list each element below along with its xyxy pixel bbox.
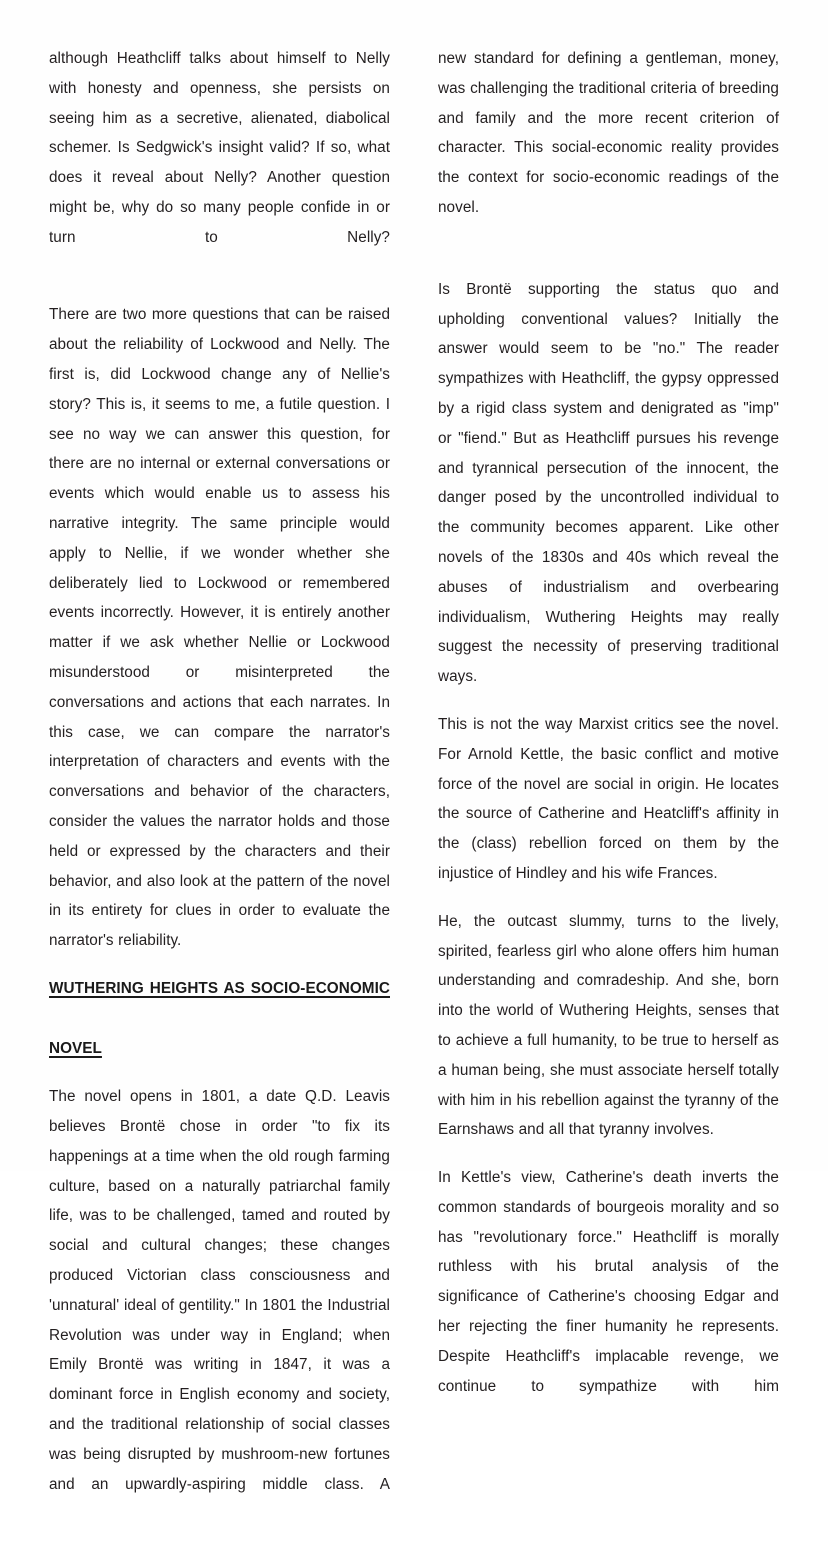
section-heading — [49, 974, 390, 1063]
paragraph: although Heathcliff talks about himself to Nelly with honesty and openness, she persists on seeing him as a secretive, alienated, diabolical schemer. Is Sedgwick's insight valid? If so, what does it reveal about Nelly? Another question might be, why do so many people confide in or turn to Nelly? — [49, 50, 390, 246]
left-column — [49, 44, 390, 1547]
paragraph: Is Brontë supporting the status quo and upholding conventional values? Initially the answer would seem to be "no." The reader sympathizes with Heathcliff, the gypsy oppressed by a rigid class system and denigrated as "imp" or "fiend." But as Heathcliff pursues his revenge and tyrannical persecution of the innocent, the danger posed by the uncontrolled individual to the community becomes apparent. Like other novels of the 1830s and 40s which reveal the abuses of industrialism and overbearing individualism, Wuthering Heights may really suggest the necessity of preserving traditional ways. — [438, 280, 779, 686]
paragraph: He, the outcast slummy, turns to the lively, spirited, fearless girl who alone offers him human understanding and comradeship. And she, born into the world of Wuthering Heights, senses that to achieve a full humanity, to be true to herself as a human being, she must associate herself totally with him in his rebellion against the tyranny of the Earnshaws and all that tyranny involves. — [438, 912, 779, 1139]
paragraph: The novel opens in 1801, a date Q.D. Leavis believes Brontë chose in order "to fix its happenings at a time when the old rough farming culture, based on a naturally patriarchal family life, was to be challenged, tamed and routed by social and cultural changes; these changes produced Victorian class consciousness and 'unnatural' ideal of gentility." In 1801 the Industrial Revolution was under way in England; when Emily Brontë was writing in 1847, it was a dominant force in English economy and society, and the traditional relationship of social classes was being disrupted by mushroom-new fortunes and an upwardly-aspiring middle class. A — [49, 1088, 390, 1493]
paragraph: This is not the way Marxist critics see the novel. For Arnold Kettle, the basic conflict and motive force of the novel are social in origin. He locates the source of Catherine and Heatcliff's affinity in the (class) rebellion forced on them by the injustice of Hindley and his wife Frances. — [438, 715, 779, 882]
two-column-layout — [49, 44, 779, 1493]
section-heading-line-2: NOVEL — [49, 1039, 102, 1057]
paragraph: In Kettle's view, Catherine's death inverts the common standards of bourgeois morality and so has "revolutionary force." Heathcliff is morally ruthless with his brutal analysis of the significance of Catherine's choosing Edgar and her rejecting the finer humanity he represents. Despite Heathcliff's implacable revenge, we continue to sympathize with him — [438, 1169, 779, 1395]
paragraph: There are two more questions that can be raised about the reliability of Lockwood and Nelly. The first is, did Lockwood change any of Nellie's story? This is, it seems to me, a futile question. I see no way we can answer this question, for there are no internal or external conversations or events which would enable us to assess his narrative integrity. The same principle would apply to Nellie, if we wonder whether she deliberately lied to Lockwood or remembered events incorrectly. However, it is entirely another matter if we ask whether Nellie or Lockwood misunderstood or misinterpreted the conversations and actions that each narrates. In this case, we can compare the narrator's interpretation of characters and events with the conversations and behavior of the characters, consider the values the narrator holds and those held or expressed by the characters and their behavior, and also look at the pattern of the novel in its entirety for clues in order to evaluate the narrator's reliability. — [49, 306, 390, 950]
paragraph: new standard for defining a gentleman, money, was challenging the traditional criteria of breeding and family and the more recent criterion of character. This social-economic reality provides the context for socio-economic readings of the novel. — [438, 50, 779, 216]
right-column — [438, 44, 779, 1449]
section-heading-line-1: WUTHERING HEIGHTS AS SOCIO-ECONOMIC — [49, 979, 390, 997]
